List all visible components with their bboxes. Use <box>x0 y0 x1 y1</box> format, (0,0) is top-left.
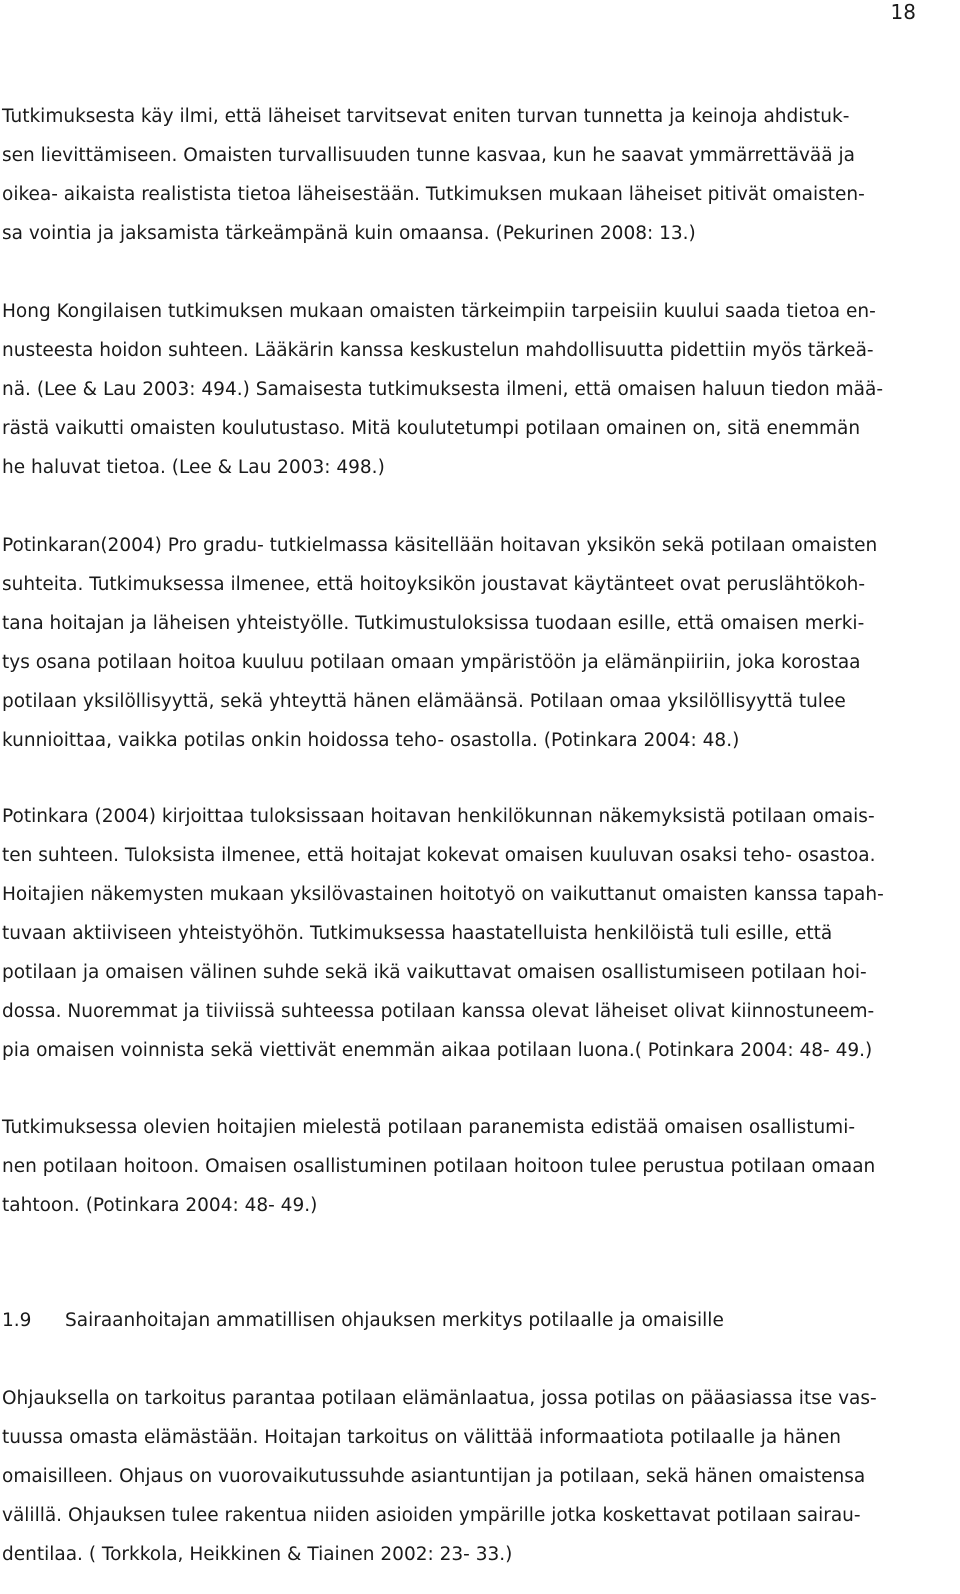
text-line: suhteita. Tutkimuksessa ilmenee, että hoitoyksikön joustavat käytänteet ovat peruslähtökoh- <box>2 574 866 595</box>
text-line: pia omaisen voinnista sekä viettivät enemmän aikaa potilaan luona.( Potinkara 2004: 48- 49.) <box>2 1040 873 1061</box>
text-line: omaisilleen. Ohjaus on vuorovaikutussuhde asiantuntijan ja potilaan, sekä hänen omaistensa <box>2 1466 866 1487</box>
text-line: oikea- aikaista realistista tietoa läheisestään. Tutkimuksen mukaan läheiset pitivät omaisten- <box>2 184 865 205</box>
text-line: Tutkimuksesta käy ilmi, että läheiset tarvitsevat eniten turvan tunnetta ja keinoja ahdistuk- <box>2 106 850 127</box>
text-line: dentilaa. ( Torkkola, Heikkinen & Tiainen 2002: 23- 33.) <box>2 1544 513 1565</box>
text-line: Potinkaran(2004) Pro gradu- tutkielmassa käsitellään hoitavan yksikön sekä potilaan omaisten <box>2 535 878 556</box>
text-line: he haluvat tietoa. (Lee & Lau 2003: 498.) <box>2 457 385 478</box>
text-line: dossa. Nuoremmat ja tiiviissä suhteessa potilaan kanssa olevat läheiset olivat kiinnostuneem- <box>2 1001 875 1022</box>
text-line: Tutkimuksessa olevien hoitajien mielestä potilaan paranemista edistää omaisen osallistumi- <box>2 1117 856 1138</box>
text-line: tys osana potilaan hoitoa kuuluu potilaan omaan ympäristöön ja elämänpiiriin, joka korostaa <box>2 652 861 673</box>
text-line: välillä. Ohjauksen tulee rakentua niiden asioiden ympärille jotka koskettavat potilaan sairau- <box>2 1505 861 1526</box>
section-number: 1.9 <box>2 1310 32 1331</box>
text-line: Hong Kongilaisen tutkimuksen mukaan omaisten tärkeimpiin tarpeisiin kuului saada tietoa en- <box>2 301 876 322</box>
text-line: tahtoon. (Potinkara 2004: 48- 49.) <box>2 1195 318 1216</box>
text-line: nusteesta hoidon suhteen. Lääkärin kanssa keskustelun mahdollisuutta pidettiin myös tärkeä- <box>2 340 874 361</box>
text-line: nen potilaan hoitoon. Omaisen osallistuminen potilaan hoitoon tulee perustua potilaan omaan <box>2 1156 876 1177</box>
text-line: Hoitajien näkemysten mukaan yksilövastainen hoitotyö on vaikuttanut omaisten kanssa tapah- <box>2 884 884 905</box>
text-line: potilaan ja omaisen välinen suhde sekä ikä vaikuttavat omaisen osallistumiseen potilaan hoi- <box>2 962 867 983</box>
text-line: tuvaan aktiiviseen yhteistyöhön. Tutkimuksessa haastatelluista henkilöistä tuli esille, että <box>2 923 833 944</box>
text-line: nä. (Lee & Lau 2003: 494.) Samaisesta tutkimuksesta ilmeni, että omaisen haluun tiedon mää- <box>2 379 884 400</box>
text-line: rästä vaikutti omaisten koulutustaso. Mitä koulutetumpi potilaan omainen on, sitä enemmän <box>2 418 861 439</box>
text-line: sa vointia ja jaksamista tärkeämpänä kuin omaansa. (Pekurinen 2008: 13.) <box>2 223 696 244</box>
text-line: Potinkara (2004) kirjoittaa tuloksissaan hoitavan henkilökunnan näkemyksistä potilaan omais- <box>2 806 875 827</box>
text-line: tuussa omasta elämästään. Hoitajan tarkoitus on välittää informaatiota potilaalle ja hänen <box>2 1427 841 1448</box>
text-line: sen lievittämiseen. Omaisten turvallisuuden tunne kasvaa, kun he saavat ymmärrettävää ja <box>2 145 855 166</box>
section-heading <box>2 1309 724 1333</box>
text-line: ten suhteen. Tuloksista ilmenee, että hoitajat kokevat omaisen kuuluvan osaksi teho- osastoa. <box>2 845 876 866</box>
text-line: potilaan yksilöllisyyttä, sekä yhteyttä hänen elämäänsä. Potilaan omaa yksilöllisyyttä tulee <box>2 691 846 712</box>
text-line: tana hoitajan ja läheisen yhteistyölle. Tutkimustuloksissa tuodaan esille, että omaisen merki- <box>2 613 865 634</box>
section-title: Sairaanhoitajan ammatillisen ohjauksen merkitys potilaalle ja omaisille <box>65 1310 724 1331</box>
text-line: Ohjauksella on tarkoitus parantaa potilaan elämänlaatua, jossa potilas on pääasiassa itse vas- <box>2 1388 877 1409</box>
page-number: 18 <box>890 0 916 24</box>
text-line: kunnioittaa, vaikka potilas onkin hoidossa teho- osastolla. (Potinkara 2004: 48.) <box>2 730 740 751</box>
